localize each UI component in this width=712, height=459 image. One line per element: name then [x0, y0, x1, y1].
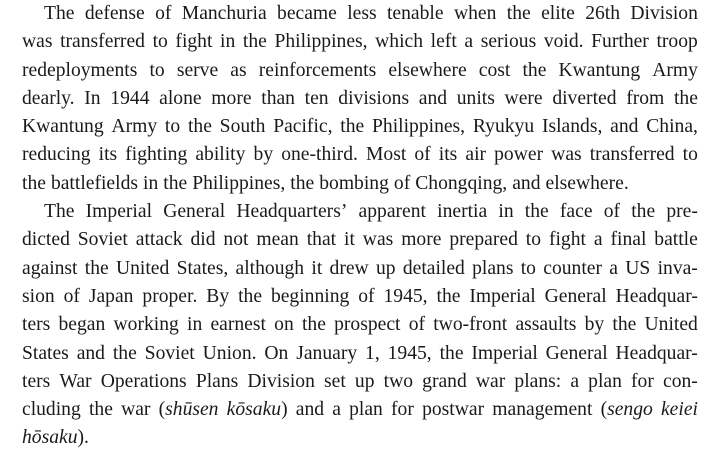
paragraph-1 — [22, 0, 698, 198]
text-line: redeployments to serve as reinforcements elsewhere cost the Kwantung Army — [22, 59, 698, 81]
document-body — [22, 0, 698, 453]
text-line: the battlefields in the Philippines, the bombing of Chongqing, and elsewhere. — [22, 172, 629, 194]
text-line: States and the Soviet Union. On January 1, 1945, the Imperial General Headquar- — [22, 342, 698, 364]
text-line: dicted Soviet attack did not mean that it was more prepared to fight a final battle — [22, 229, 698, 251]
text-line: ters began working in earnest on the prospect of two-front assaults by the United — [22, 314, 698, 336]
text-line: dearly. In 1944 alone more than ten divisions and units were diverted from the — [22, 87, 698, 109]
text-line: cluding the war (shūsen kōsaku) and a plan for postwar management (sengo keiei — [22, 399, 698, 421]
text-line: ters War Operations Plans Division set up two grand war plans: a plan for con- — [22, 370, 698, 392]
paragraph-2 — [22, 198, 698, 453]
text-line: hōsaku). — [22, 427, 89, 449]
text-line: The Imperial General Headquarters’ apparent inertia in the face of the pre- — [44, 201, 698, 223]
text-line: Kwantung Army to the South Pacific, the Philippines, Ryukyu Islands, and China, — [22, 116, 698, 138]
text-line: reducing its fighting ability by one-third. Most of its air power was transferred to — [22, 144, 698, 166]
text-line: sion of Japan proper. By the beginning of 1945, the Imperial General Headquar- — [22, 285, 698, 307]
text-line: against the United States, although it drew up detailed plans to counter a US inva- — [22, 257, 698, 279]
text-line: The defense of Manchuria became less tenable when the elite 26th Division — [44, 3, 698, 24]
text-line: was transferred to fight in the Philippines, which left a serious void. Further troop — [22, 31, 698, 53]
